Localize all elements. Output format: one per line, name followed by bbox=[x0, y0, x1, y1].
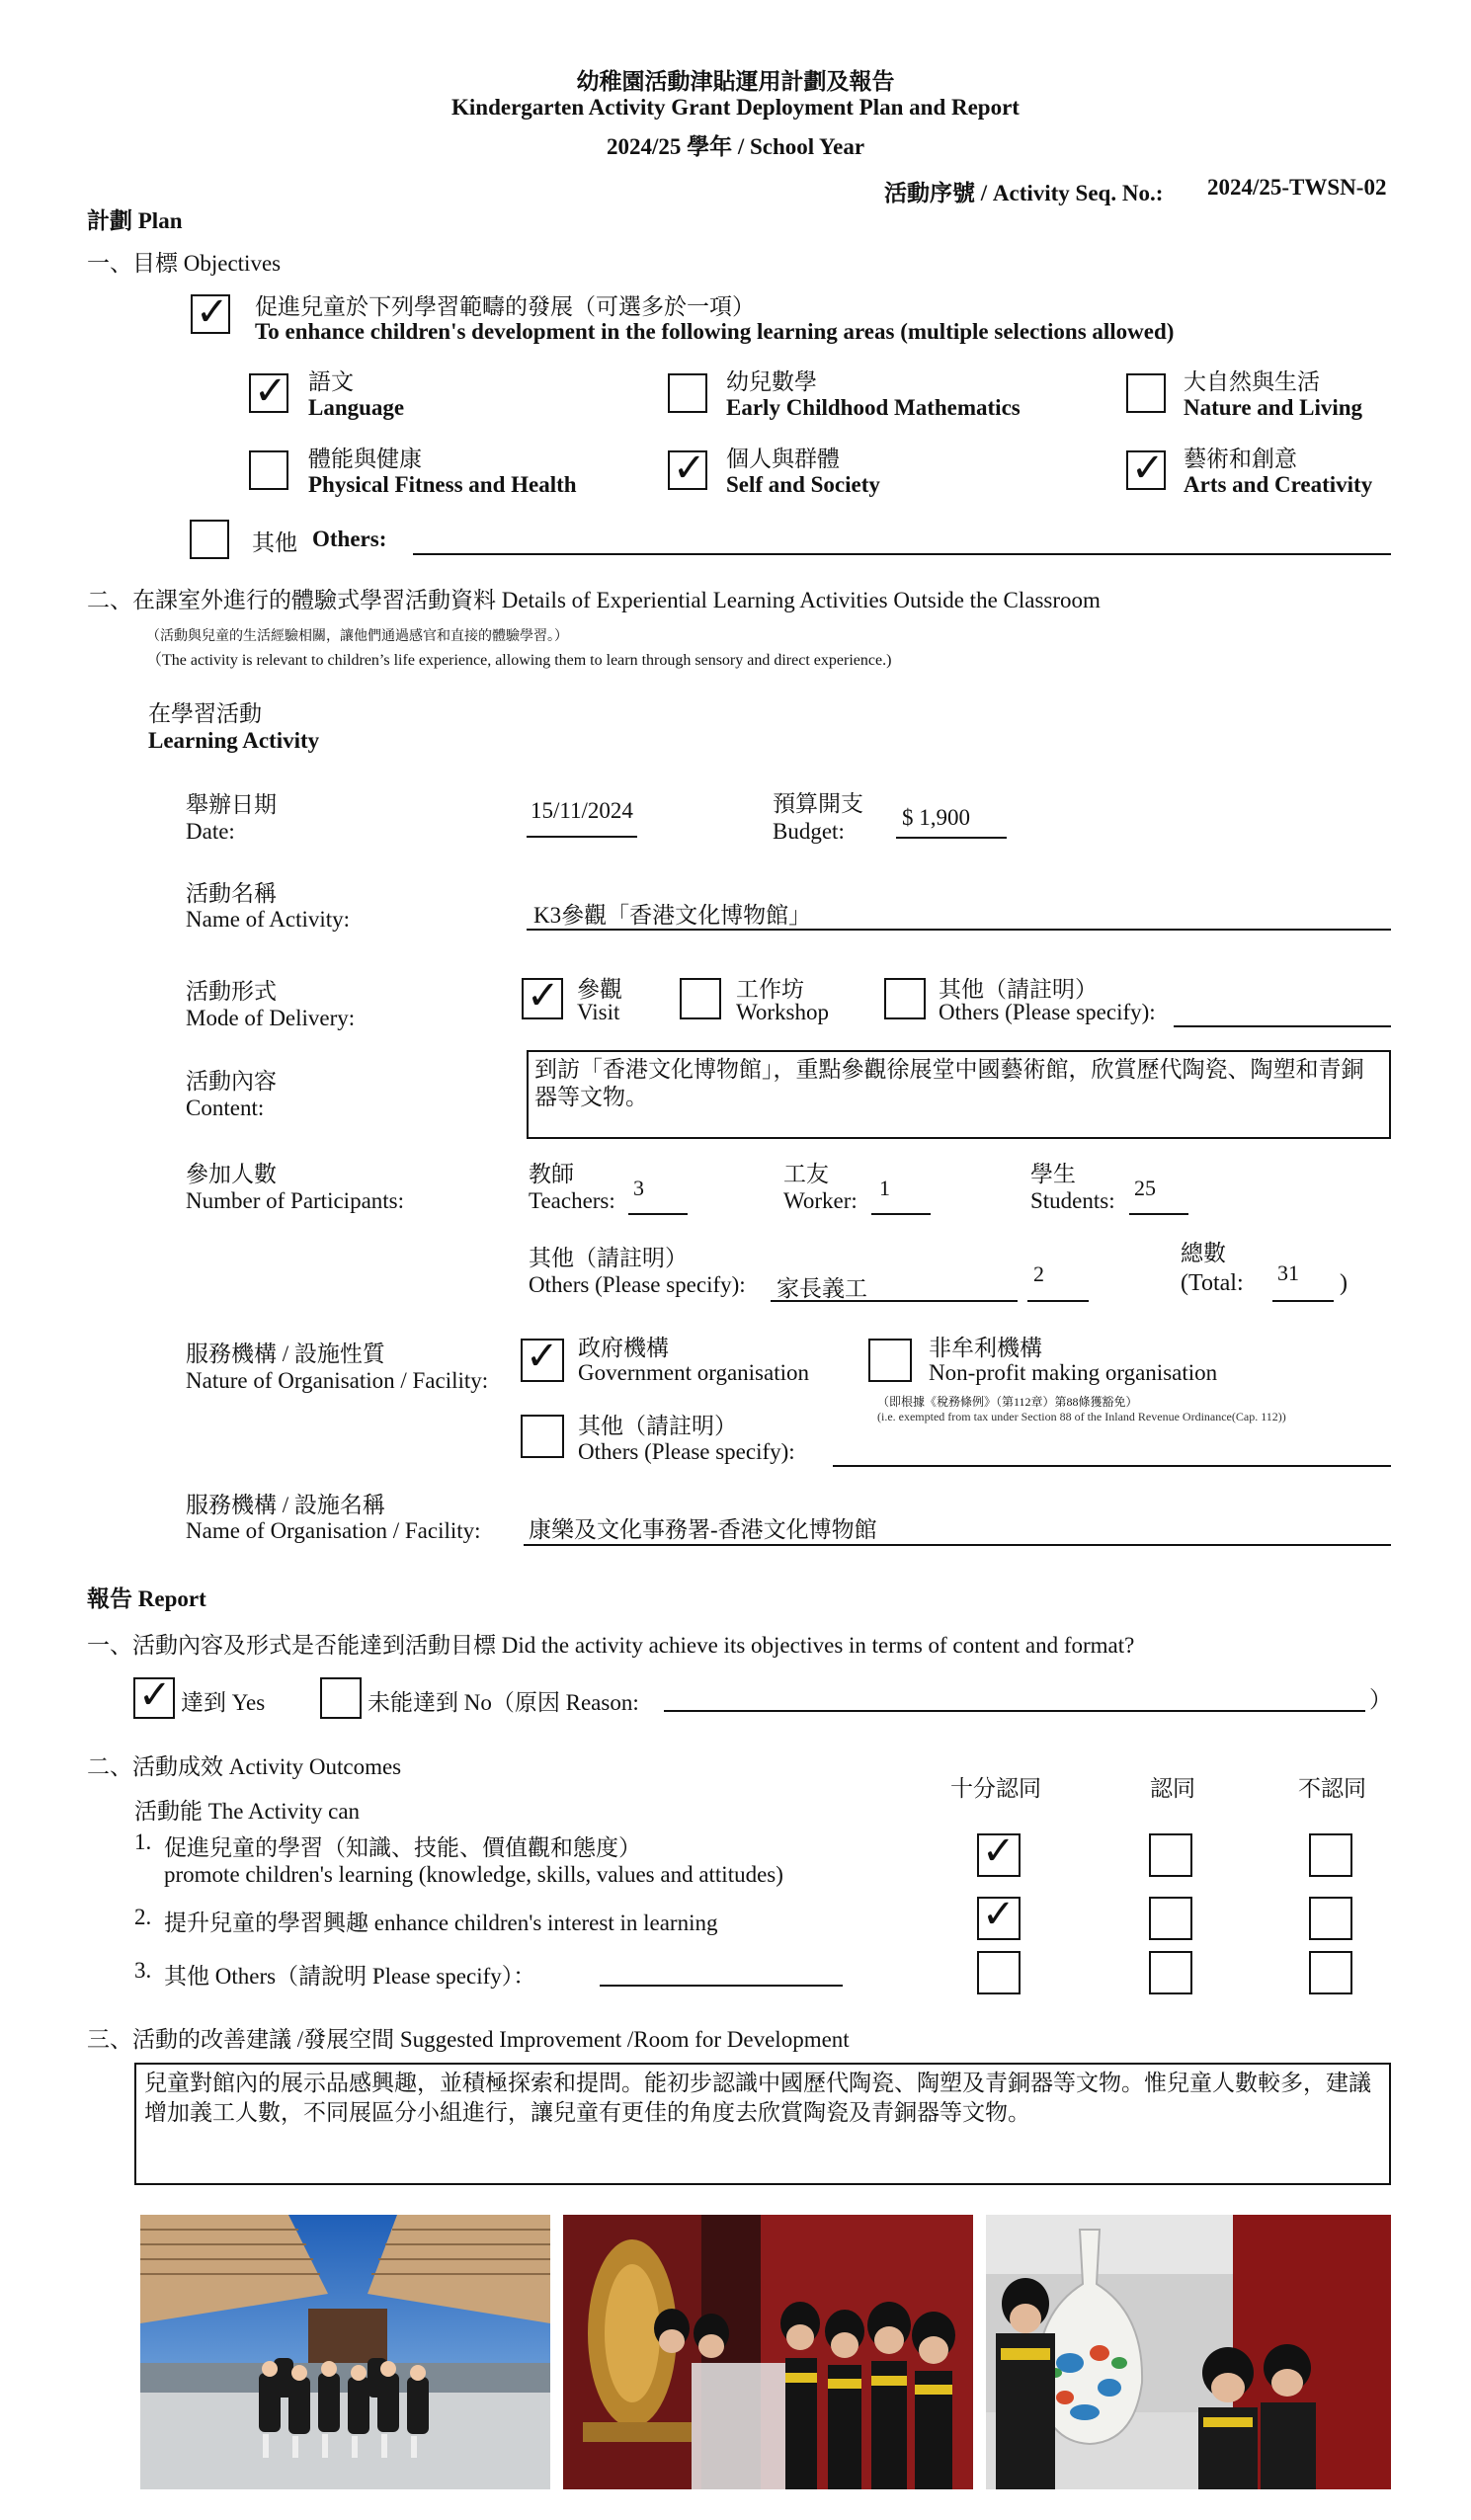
details-note-zh: （活動與兒童的生活經驗相關，讓他們通過感官和直接的體驗學習。） bbox=[146, 629, 568, 644]
report-heading: 報告 Report bbox=[87, 1586, 206, 1611]
mode-visit-en: Visit bbox=[577, 1000, 620, 1024]
improvement-text: 兒童對館內的展示品感興趣，並積極探索和提問。能初步認識中國歷代陶瓷、陶塑及青銅器等文物。惟兒童人數較多，建議增加義工人數，不同展區分小組進行，讓兒童有更佳的角度去欣賞陶瓷及青銅器等文物。 bbox=[144, 2071, 1371, 2125]
improvement-box[interactable] bbox=[134, 2063, 1391, 2185]
outcome-2-disagree[interactable] bbox=[1309, 1897, 1352, 1940]
objective-main-zh: 促進兒童於下列學習範疇的發展（可選多於一項） bbox=[255, 294, 755, 319]
participants-others-desc[interactable]: 家長義工 bbox=[776, 1276, 867, 1301]
outcome-3-strongly-agree[interactable] bbox=[977, 1951, 1021, 1994]
area-nature-en: Nature and Living bbox=[1184, 395, 1363, 420]
org-nonprofit-en: Non-profit making organisation bbox=[929, 1360, 1218, 1385]
area-language-checkbox[interactable] bbox=[249, 368, 288, 414]
content-box[interactable] bbox=[527, 1050, 1391, 1139]
mode-workshop-checkbox[interactable] bbox=[680, 978, 721, 1019]
mode-visit-zh: 參觀 bbox=[577, 977, 622, 1002]
activity-name-value[interactable]: K3參觀「香港文化博物館」 bbox=[533, 903, 812, 928]
students-label-zh: 學生 bbox=[1030, 1162, 1076, 1186]
org-government-en: Government organisation bbox=[578, 1360, 809, 1385]
check-icon: ✓ bbox=[527, 973, 560, 1018]
outcome-3-text: 其他 Others（請說明 Please specify）： bbox=[164, 1964, 536, 1989]
plan-heading: 計劃 Plan bbox=[87, 208, 183, 233]
photo-bronze-exhibit bbox=[563, 2215, 973, 2489]
org-name-label-en: Name of Organisation / Facility: bbox=[186, 1518, 481, 1543]
participants-others-zh: 其他（請註明） bbox=[529, 1246, 688, 1270]
org-name-value[interactable]: 康樂及文化事務署-香港文化博物館 bbox=[529, 1517, 877, 1542]
report-q1: 一、活動內容及形式是否能達到活動目標 Did the activity achieve its objectives in terms of content and format? bbox=[87, 1633, 1135, 1658]
area-fitness-checkbox[interactable] bbox=[249, 450, 288, 490]
worker-label-en: Worker: bbox=[783, 1188, 858, 1213]
scale-agree: 認同 bbox=[1150, 1776, 1195, 1801]
objective-main-en: To enhance children's development in the following learning areas (multiple selections allowed) bbox=[255, 319, 1175, 344]
details-heading: 二、在課室外進行的體驗式學習活動資料 Details of Experiential Learning Activities Outside the Classroom bbox=[87, 588, 1101, 612]
teachers-line bbox=[628, 1213, 688, 1215]
worker-value[interactable]: 1 bbox=[879, 1176, 890, 1200]
area-fitness-zh: 體能與健康 bbox=[308, 447, 422, 471]
area-nature-checkbox[interactable] bbox=[1126, 373, 1166, 413]
area-arts-checkbox[interactable] bbox=[1126, 446, 1166, 491]
activity-name-line bbox=[527, 929, 1391, 931]
area-math-checkbox[interactable] bbox=[668, 373, 707, 413]
achieved-yes-label: 達到 Yes bbox=[181, 1690, 266, 1715]
participants-others-value-line bbox=[1027, 1300, 1089, 1302]
participants-label-zh: 參加人數 bbox=[186, 1162, 277, 1186]
reason-line[interactable] bbox=[664, 1710, 1365, 1712]
org-nonprofit-note-zh: （即根據《稅務條例》（第112章）第88條獲豁免） bbox=[877, 1395, 1138, 1409]
outcome-2-strongly-agree[interactable] bbox=[977, 1892, 1021, 1940]
area-language-en: Language bbox=[308, 395, 405, 420]
org-nonprofit-note-en: (i.e. exempted from tax under Section 88 of the Inland Revenue Ordinance(Cap. 112)) bbox=[877, 1410, 1286, 1423]
outcome-2-agree[interactable] bbox=[1149, 1897, 1192, 1940]
total-value[interactable]: 31 bbox=[1277, 1260, 1299, 1285]
check-icon: ✓ bbox=[196, 289, 229, 335]
outcome-1-en: promote children's learning (knowledge, skills, values and attitudes) bbox=[164, 1862, 783, 1887]
achieved-no-checkbox[interactable] bbox=[320, 1677, 362, 1719]
date-label-zh: 舉辦日期 bbox=[186, 792, 277, 817]
students-line bbox=[1129, 1213, 1188, 1215]
outcome-3-num: 3. bbox=[134, 1958, 152, 1983]
objective-others-zh: 其他 bbox=[252, 530, 297, 555]
participants-label-en: Number of Participants: bbox=[186, 1188, 405, 1213]
school-year: 2024/25 學年 / School Year bbox=[606, 134, 865, 159]
content-label-en: Content: bbox=[186, 1096, 265, 1120]
outcome-1-zh: 促進兒童的學習（知識、技能、價值觀和態度） bbox=[164, 1835, 641, 1860]
teachers-label-en: Teachers: bbox=[529, 1188, 615, 1213]
total-label-en: (Total: bbox=[1181, 1270, 1244, 1296]
outcomes-sub: 活動能 The Activity can bbox=[134, 1799, 361, 1824]
teachers-label-zh: 教師 bbox=[529, 1162, 574, 1186]
org-others-checkbox[interactable] bbox=[521, 1415, 564, 1458]
area-language-zh: 語文 bbox=[308, 369, 354, 394]
outcome-1-num: 1. bbox=[134, 1829, 152, 1854]
mode-others-line[interactable] bbox=[1174, 1025, 1391, 1027]
objective-others-checkbox[interactable] bbox=[190, 520, 229, 559]
content-value: 到訪「香港文化博物館」，重點參觀徐展堂中國藝術館，欣賞歷代陶瓷、陶塑和青銅器等文物。 bbox=[534, 1057, 1364, 1109]
mode-others-en: Others (Please specify): bbox=[939, 1000, 1156, 1024]
outcome-3-disagree[interactable] bbox=[1309, 1951, 1352, 1994]
participants-others-desc-line bbox=[771, 1300, 1018, 1302]
objective-others-line[interactable] bbox=[413, 553, 1391, 555]
check-icon: ✓ bbox=[254, 368, 287, 414]
total-line bbox=[1272, 1300, 1334, 1302]
date-label-en: Date: bbox=[186, 819, 235, 844]
mode-workshop-en: Workshop bbox=[736, 1000, 829, 1024]
mode-visit-checkbox[interactable] bbox=[522, 973, 563, 1019]
outcome-1-disagree[interactable] bbox=[1309, 1833, 1352, 1877]
participants-others-en: Others (Please specify): bbox=[529, 1272, 746, 1297]
budget-label-zh: 預算開支 bbox=[773, 791, 863, 816]
outcome-3-agree[interactable] bbox=[1149, 1951, 1192, 1994]
scale-strongly-agree: 十分認同 bbox=[950, 1776, 1041, 1801]
seq-value: 2024/25-TWSN-02 bbox=[1207, 175, 1387, 200]
worker-label-zh: 工友 bbox=[783, 1162, 829, 1186]
seq-label: 活動序號 / Activity Seq. No.: bbox=[884, 181, 1164, 205]
outcome-1-strongly-agree[interactable] bbox=[977, 1829, 1021, 1877]
teachers-value[interactable]: 3 bbox=[633, 1176, 644, 1200]
improvement-heading: 三、活動的改善建議 /發展空間 Suggested Improvement /Room for Development bbox=[87, 2027, 850, 2052]
participants-others-value[interactable]: 2 bbox=[1033, 1261, 1044, 1286]
title-zh: 幼稚園活動津貼運用計劃及報告 bbox=[576, 69, 895, 94]
total-close: ) bbox=[1340, 1270, 1348, 1296]
area-society-zh: 個人與群體 bbox=[726, 447, 840, 471]
reason-close: ） bbox=[1369, 1687, 1392, 1712]
org-nature-label-zh: 服務機構 / 設施性質 bbox=[186, 1341, 385, 1366]
area-arts-en: Arts and Creativity bbox=[1184, 472, 1373, 497]
mode-others-checkbox[interactable] bbox=[884, 978, 926, 1019]
org-government-zh: 政府機構 bbox=[578, 1336, 669, 1360]
total-label-zh: 總數 bbox=[1181, 1241, 1226, 1265]
objective-others-en: Others: bbox=[312, 527, 387, 551]
objective-main-checkbox[interactable] bbox=[191, 289, 230, 335]
objectives-heading: 一、目標 Objectives bbox=[87, 251, 282, 276]
date-value[interactable]: 15/11/2024 bbox=[531, 798, 633, 823]
title-en: Kindergarten Activity Grant Deployment Plan and Report bbox=[451, 95, 1020, 120]
achieved-no-label: 未能達到 No（原因 Reason: bbox=[368, 1690, 639, 1715]
outcomes-heading: 二、活動成效 Activity Outcomes bbox=[87, 1754, 402, 1779]
activity-name-label-zh: 活動名稱 bbox=[186, 881, 277, 906]
photo-porcelain-vase bbox=[986, 2215, 1391, 2489]
org-name-line bbox=[524, 1544, 1391, 1546]
details-note-en: （The activity is relevant to children’s life experience, allowing them to learn through sensory and direct experience.) bbox=[146, 652, 892, 669]
achieved-yes-checkbox[interactable] bbox=[133, 1672, 175, 1719]
worker-line bbox=[871, 1213, 931, 1215]
check-icon: ✓ bbox=[138, 1672, 172, 1718]
org-name-label-zh: 服務機構 / 設施名稱 bbox=[186, 1493, 385, 1517]
mode-others-zh: 其他（請註明） bbox=[939, 977, 1098, 1002]
area-math-zh: 幼兒數學 bbox=[726, 369, 817, 394]
area-nature-zh: 大自然與生活 bbox=[1184, 369, 1320, 394]
outcome-1-agree[interactable] bbox=[1149, 1833, 1192, 1877]
check-icon: ✓ bbox=[982, 1829, 1016, 1874]
budget-label-en: Budget: bbox=[773, 819, 845, 844]
org-government-checkbox[interactable] bbox=[521, 1334, 564, 1382]
mode-workshop-zh: 工作坊 bbox=[736, 977, 804, 1002]
date-line bbox=[527, 836, 637, 838]
photo-museum-exterior bbox=[140, 2215, 550, 2489]
org-nature-label-en: Nature of Organisation / Facility: bbox=[186, 1368, 489, 1393]
budget-value[interactable]: $ 1,900 bbox=[902, 805, 970, 830]
mode-label-en: Mode of Delivery: bbox=[186, 1006, 356, 1030]
area-math-en: Early Childhood Mathematics bbox=[726, 395, 1021, 420]
mode-label-zh: 活動形式 bbox=[186, 979, 277, 1004]
students-value[interactable]: 25 bbox=[1134, 1176, 1156, 1200]
org-nonprofit-checkbox[interactable] bbox=[868, 1339, 912, 1382]
check-icon: ✓ bbox=[982, 1892, 1016, 1937]
budget-line bbox=[896, 837, 1007, 839]
org-others-line[interactable] bbox=[833, 1465, 1391, 1467]
area-arts-zh: 藝術和創意 bbox=[1184, 447, 1297, 471]
outcome-2-text: 提升兒童的學習興趣 enhance children's interest in learning bbox=[164, 1910, 718, 1935]
org-others-en: Others (Please specify): bbox=[578, 1439, 795, 1464]
outcome-3-line[interactable] bbox=[600, 1985, 843, 1987]
content-label-zh: 活動內容 bbox=[186, 1069, 277, 1094]
org-nonprofit-zh: 非牟利機構 bbox=[929, 1336, 1042, 1360]
students-label-en: Students: bbox=[1030, 1188, 1115, 1213]
check-icon: ✓ bbox=[673, 446, 706, 491]
learning-activity-zh: 在學習活動 bbox=[148, 701, 262, 726]
area-society-en: Self and Society bbox=[726, 472, 880, 497]
check-icon: ✓ bbox=[1131, 446, 1165, 491]
area-fitness-en: Physical Fitness and Health bbox=[308, 472, 577, 497]
org-others-zh: 其他（請註明） bbox=[578, 1414, 737, 1438]
learning-activity-en: Learning Activity bbox=[148, 728, 320, 753]
area-society-checkbox[interactable] bbox=[668, 446, 707, 491]
outcome-2-num: 2. bbox=[134, 1905, 152, 1929]
activity-name-label-en: Name of Activity: bbox=[186, 907, 351, 932]
scale-disagree: 不認同 bbox=[1298, 1776, 1366, 1801]
check-icon: ✓ bbox=[526, 1334, 559, 1379]
